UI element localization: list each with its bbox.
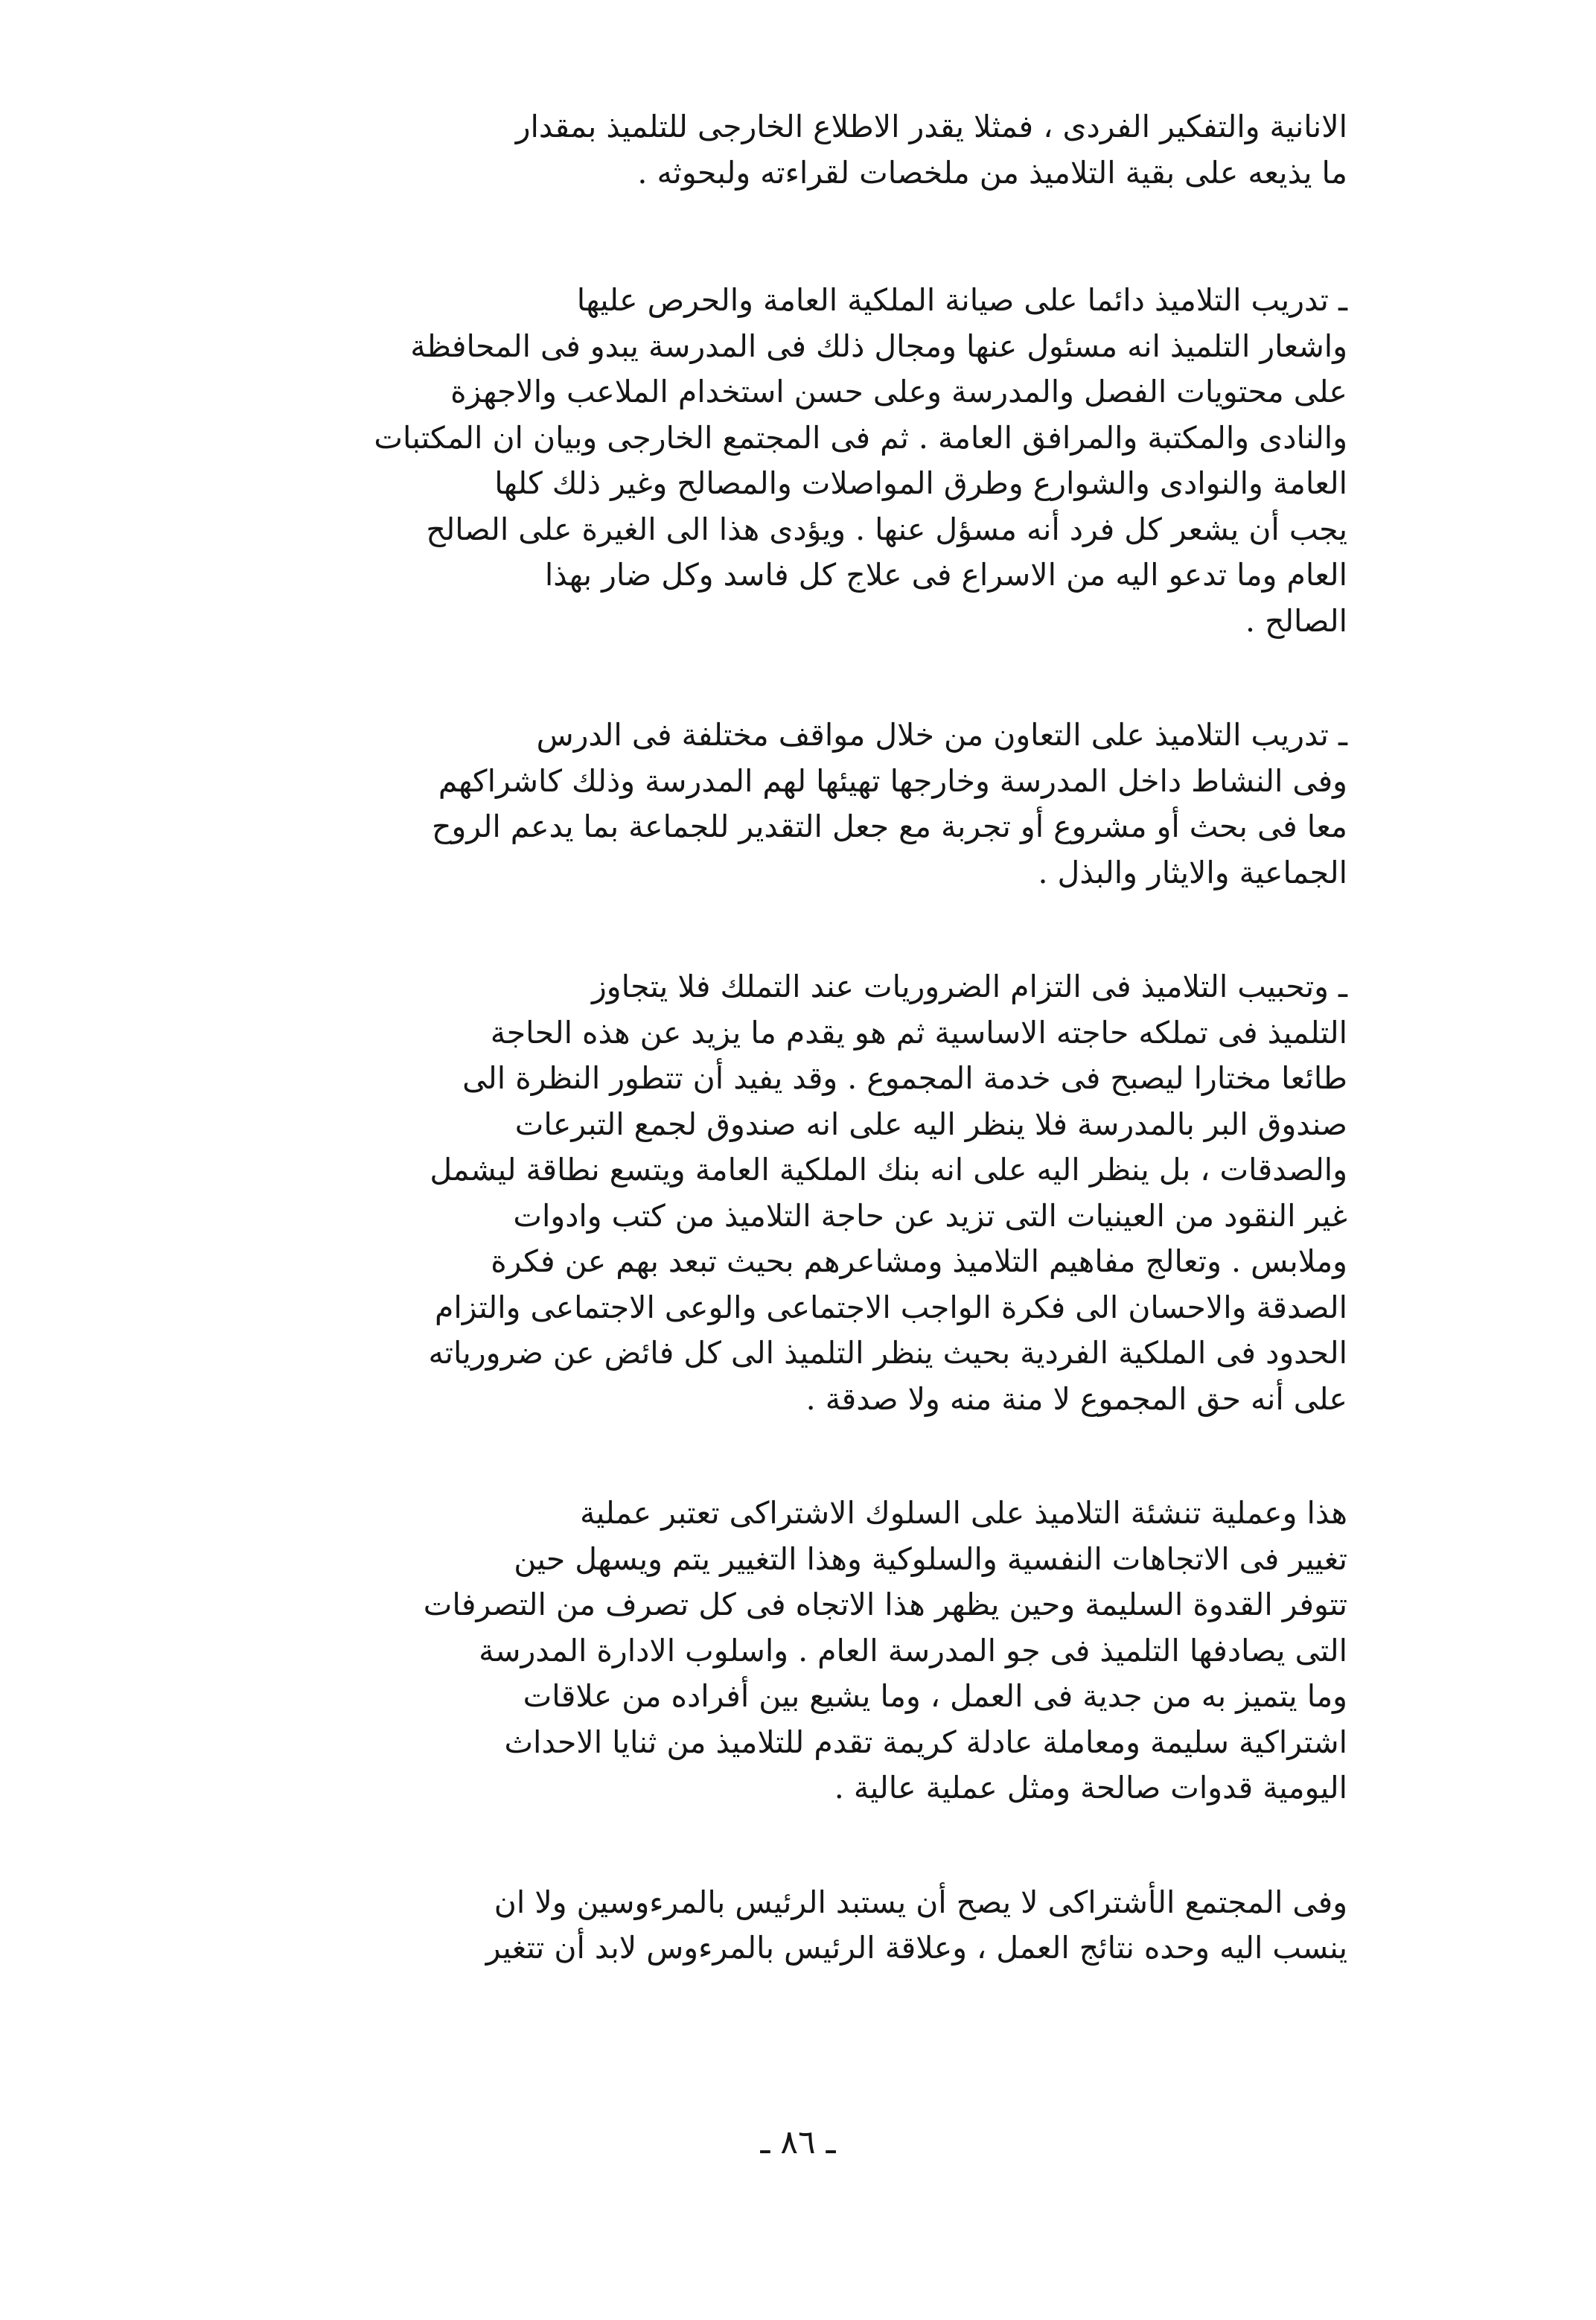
text-line: الحدود فى الملكية الفردية بحيث ينظر التلميذ الى كل فائض عن ضرورياته [428, 1335, 1347, 1371]
body-text [216, 104, 1347, 2040]
text-line: الجماعية والايثار والبذل . [1038, 854, 1347, 890]
text-line: اليومية قدوات صالحة ومثل عملية عالية . [834, 1770, 1347, 1806]
text-line: التى يصادفها التلميذ فى جو المدرسة العام . واسلوب الادارة المدرسة [479, 1632, 1347, 1669]
text-line: ـ وتحبيب التلاميذ فى التزام الضروريات عند التملك فلا يتجاوز [592, 969, 1347, 1004]
page-number: ـ ٨٦ ـ [760, 2123, 836, 2161]
text-line: ـ تدريب التلاميذ على التعاون من خلال مواقف مختلفة فى الدرس [536, 717, 1347, 753]
text-line: ينسب اليه وحده نتائج العمل ، وعلاقة الرئيس بالمرءوس لابد أن تتغير [485, 1930, 1347, 1966]
text-line: وفى النشاط داخل المدرسة وخارجها تهيئها لهم المدرسة وذلك كاشراكهم [438, 762, 1347, 799]
text-line: الصدقة والاحسان الى فكرة الواجب الاجتماعى والوعى الاجتماعى والتزام [435, 1289, 1347, 1325]
text-line: وملابس . وتعالج مفاهيم التلاميذ ومشاعرهم بحيث تبعد بهم عن فكرة [491, 1243, 1347, 1279]
text-line: يجب أن يشعر كل فرد أنه مسؤل عنها . ويؤدى هذا الى الغيرة على الصالح [426, 511, 1347, 547]
text-line: الانانية والتفكير الفردى ، فمثلا يقدر الاطلاع الخارجى للتلميذ بمقدار [515, 109, 1347, 144]
text-line: التلميذ فى تملكه حاجته الاساسية ثم هو يقدم ما يزيد عن هذه الحاجة [490, 1014, 1347, 1051]
text-line: واشعار التلميذ انه مسئول عنها ومجال ذلك فى المدرسة يبدو فى المحافظة [410, 328, 1347, 364]
text-line: على محتويات الفصل والمدرسة وعلى حسن استخدام الملاعب والاجهزة [450, 374, 1347, 409]
text-line: اشتراكية سليمة ومعاملة عادلة كريمة تقدم للتلاميذ من ثنايا الاحداث [504, 1724, 1347, 1760]
text-line: معا فى بحث أو مشروع أو تجربة مع جعل التقدير للجماعة بما يدعم الروح [432, 809, 1347, 844]
text-line: تتوفر القدوة السليمة وحين يظهر هذا الاتجاه فى كل تصرف من التصرفات [423, 1587, 1347, 1622]
text-line: والنادى والمكتبة والمرافق العامة . ثم فى المجتمع الخارجى وبيان ان المكتبات [374, 419, 1347, 456]
text-line: طائعا مختارا ليصبح فى خدمة المجموع . وقد يفيد أن تتطور النظرة الى [462, 1060, 1347, 1096]
paragraph-5 [216, 1491, 1347, 1811]
text-line: ما يذيعه على بقية التلاميذ من ملخصات لقراءته ولبحوثه . [637, 154, 1347, 191]
text-line: ـ تدريب التلاميذ دائما على صيانة الملكية العامة والحرص عليها [576, 282, 1347, 318]
paragraph-4 [216, 964, 1347, 1422]
paragraph-6 [216, 1880, 1347, 1972]
paragraph-3 [216, 713, 1347, 896]
text-line: العام وما تدعو اليه من الاسراع فى علاج كل فاسد وكل ضار بهذا [544, 557, 1347, 593]
paragraph-2 [216, 278, 1347, 644]
text-line: صندوق البر بالمدرسة فلا ينظر اليه على انه صندوق لجمع التبرعات [514, 1106, 1347, 1142]
text-line: العامة والنوادى والشوارع وطرق المواصلات والمصالح وغير ذلك كلها [494, 465, 1347, 501]
text-line: وفى المجتمع الأشتراكى لا يصح أن يستبد الرئيس بالمرءوسين ولا ان [494, 1884, 1347, 1920]
text-line: والصدقات ، بل ينظر اليه على انه بنك الملكية العامة ويتسع نطاقة ليشمل [430, 1152, 1347, 1188]
text-line: الصالح . [1245, 602, 1347, 639]
paragraph-1 [216, 104, 1347, 196]
text-line: على أنه حق المجموع لا منة منه ولا صدقة . [805, 1380, 1347, 1417]
text-line: هذا وعملية تنشئة التلاميذ على السلوك الاشتراكى تعتبر عملية [579, 1495, 1347, 1531]
text-line: تغيير فى الاتجاهات النفسية والسلوكية وهذا التغيير يتم ويسهل حين [514, 1540, 1347, 1577]
text-line: وما يتميز به من جدية فى العمل ، وما يشيع بين أفراده من علاقات [523, 1678, 1347, 1714]
text-line: غير النقود من العينيات التى تزيد عن حاجة التلاميذ من كتب وادوات [513, 1197, 1347, 1234]
